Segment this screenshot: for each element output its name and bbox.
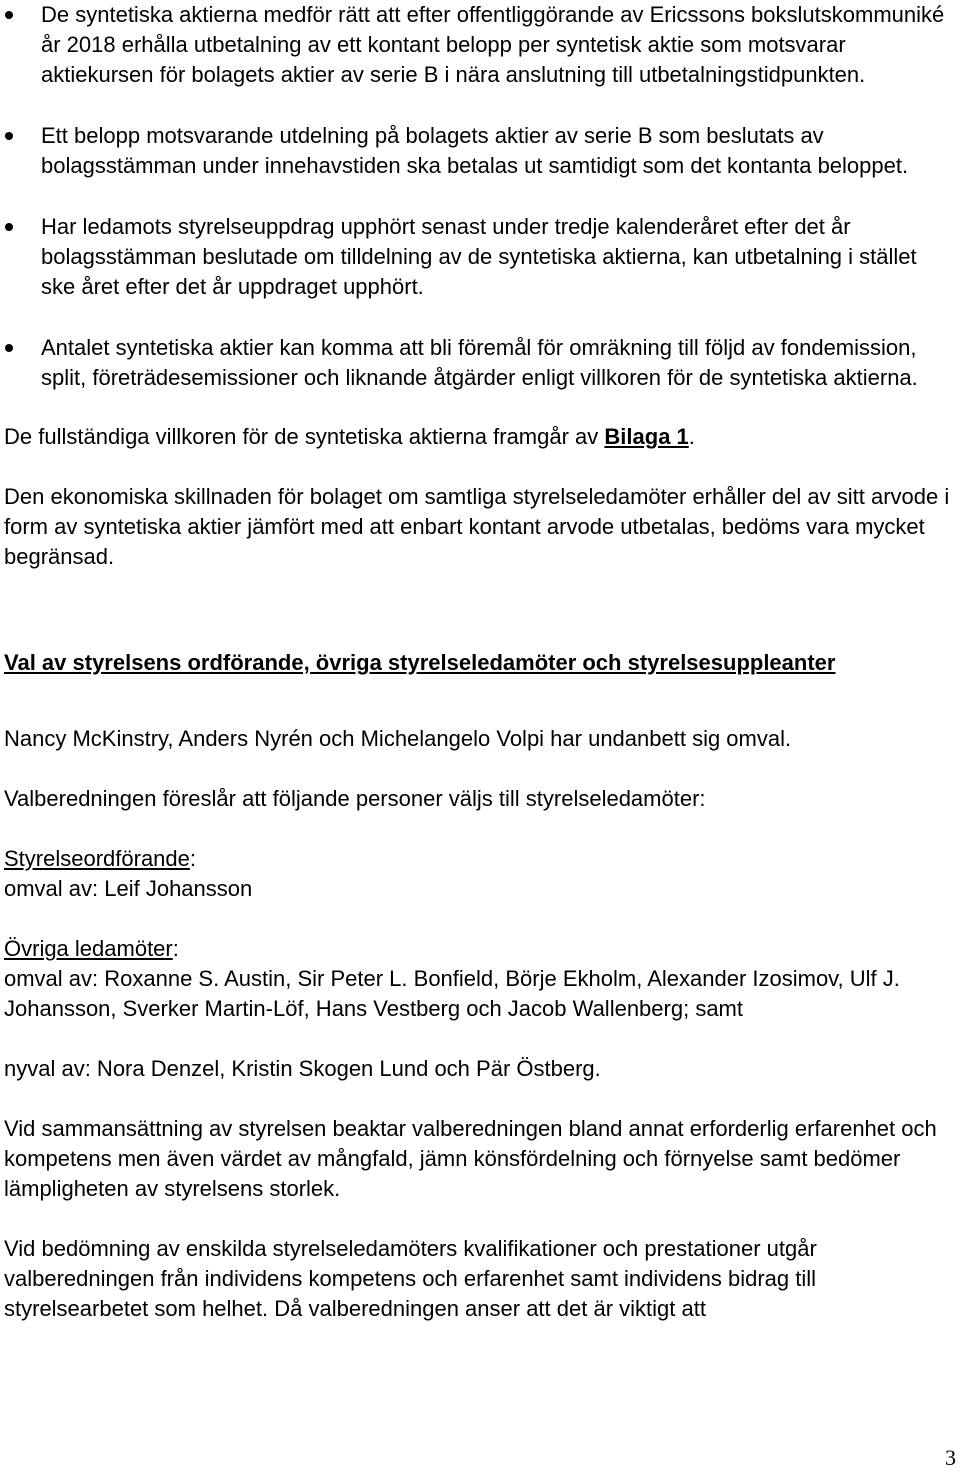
ekonomi-paragraph: Den ekonomiska skillnaden för bolaget om samtliga styrelseledamöter erhåller del av sitt arvode i form av syntetiska aktier jämfört med att enbart kontant arvode utbetalas, bedöms vara mycket begränsad. (4, 484, 950, 569)
bullet-dot-icon (5, 223, 13, 231)
bullet-dot-icon (5, 11, 13, 19)
bullet-item (4, 121, 954, 181)
bilaga-text: De fullständiga villkoren för de syntetiska aktierna framgår av (4, 424, 605, 449)
bullet-text: Ett belopp motsvarande utdelning på bolagets aktier av serie B som beslutats av bolagsstämman under innehavstiden ska betalas ut samtidigt som det kontanta beloppet. (41, 123, 909, 178)
chair-label: Styrelseordförande (4, 846, 190, 871)
bilaga-link[interactable]: Bilaga 1 (604, 424, 689, 449)
bilaga-suffix: . (688, 424, 695, 449)
bullet-text: Antalet syntetiska aktier kan komma att bli föremål för omräkning till följd av fondemission, split, företrädesemissioner och liknande åtgärder enligt villkoren för de syntetiska aktierna. (41, 335, 918, 390)
chair-colon: : (189, 846, 197, 871)
bullet-item (4, 0, 954, 90)
document-page (4, 0, 954, 1324)
bullet-text: Har ledamots styrelseuppdrag upphört senast under tredje kalenderåret efter det år bolagsstämman beslutade om tilldelning av de syntetiska aktierna, kan utbetalning i stället ske året efter det år uppdraget upphört. (41, 214, 917, 299)
bullet-text: De syntetiska aktierna medför rätt att efter offentliggörande av Ericssons bokslutskommuniké år 2018 erhålla utbetalning av ett kontant belopp per syntetisk aktie som motsvarar aktiekursen för bolagets aktier av serie B i nära anslutning till utbetalningstidpunkten. (41, 2, 945, 87)
members-colon: : (172, 936, 179, 961)
members-block (4, 934, 954, 1024)
bullet-dot-icon (5, 132, 13, 140)
chair-value: omval av: Leif Johansson (4, 876, 253, 901)
bullet-list (4, 0, 954, 393)
members-value: omval av: Roxanne S. Austin, Sir Peter L. Bonfield, Börje Ekholm, Alexander Izosimov, Ulf J. Johansson, Sverker Martin-Löf, Hans Vestberg och Jacob Wallenberg; samt (4, 966, 900, 1021)
section-heading: Val av styrelsens ordförande, övriga styrelseledamöter och styrelsesuppleanter (4, 650, 836, 675)
bilaga-paragraph (4, 422, 954, 452)
bedomning-paragraph: Vid bedömning av enskilda styrelseledamöters kvalifikationer och prestationer utgår valberedningen från individens kompetens och erfarenhet samt individens bidrag till styrelsearbetet som helhet. Då valberedningen anser att det är viktigt att (4, 1236, 817, 1321)
omval-declined-paragraph: Nancy McKinstry, Anders Nyrén och Michelangelo Volpi har undanbett sig omval. (4, 726, 792, 751)
bullet-dot-icon (5, 344, 13, 352)
chair-block (4, 844, 954, 904)
sammansattning-paragraph: Vid sammansättning av styrelsen beaktar valberedningen bland annat erforderlig erfarenhet och kompetens men även värdet av mångfald, jämn könsfördelning och förnyelse samt bedömer lämpligheten av styrelsens storlek. (4, 1116, 937, 1201)
proposal-paragraph: Valberedningen föreslår att följande personer väljs till styrelseledamöter: (4, 786, 706, 811)
nyval-paragraph: nyval av: Nora Denzel, Kristin Skogen Lund och Pär Östberg. (4, 1056, 601, 1081)
bullet-item (4, 212, 954, 302)
bullet-item (4, 333, 954, 393)
page-number: 3 (945, 1445, 956, 1470)
members-label: Övriga ledamöter (4, 936, 173, 961)
